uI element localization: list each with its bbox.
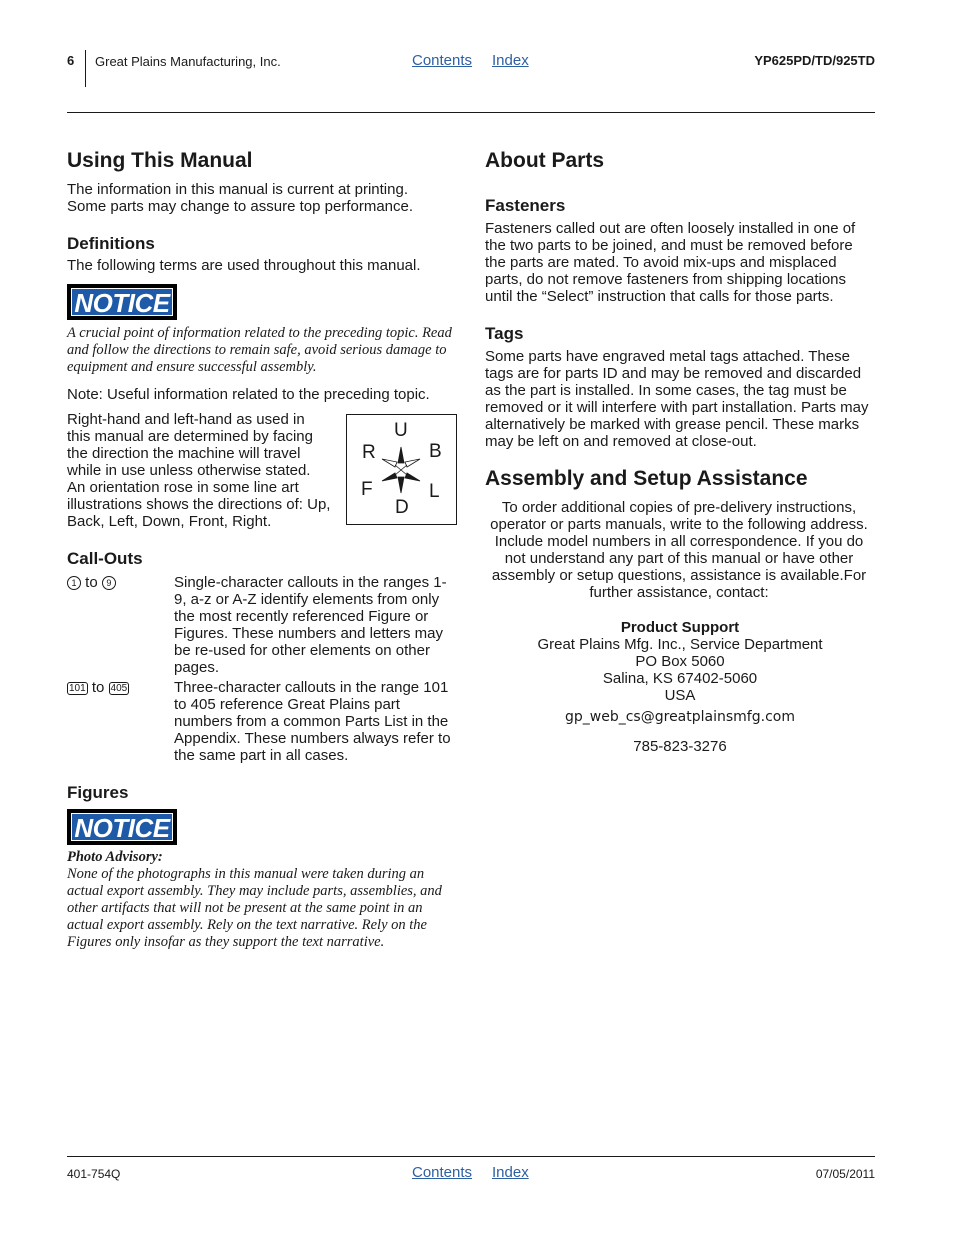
callout-key-to: to <box>91 679 105 696</box>
fasteners-heading: Fasteners <box>485 196 566 215</box>
page-number: 6 <box>67 53 75 68</box>
assistance-heading: Assembly and Setup Assistance <box>485 467 808 490</box>
address-block <box>485 636 875 704</box>
address-line: PO Box 5060 <box>635 653 725 670</box>
address-line: Salina, KS 67402-5060 <box>602 670 758 687</box>
definitions-text: The following terms are used throughout this manual. <box>67 257 421 274</box>
rose-back-label: B <box>429 441 442 462</box>
footer-rule <box>67 1156 875 1157</box>
footer-index-link[interactable]: Index <box>492 1164 529 1181</box>
rose-front-label: F <box>361 479 373 500</box>
notice-text: A crucial point of information related to the preceding topic. Read and follow the directions to remain safe, avoid serious damage to equipment and ensure successful assembly. <box>67 325 452 375</box>
about-parts-heading: About Parts <box>485 149 605 172</box>
notice-badge <box>67 284 177 320</box>
callout-key <box>67 574 116 591</box>
support-email[interactable]: gp_web_cs@greatplainsmfg.com <box>565 709 795 725</box>
callouts-heading: Call-Outs <box>67 549 143 568</box>
note-text: Note: Useful information related to the preceding topic. <box>67 386 430 403</box>
product-support-title: Product Support <box>620 619 740 636</box>
callout-key <box>67 679 129 696</box>
tags-text: Some parts have engraved metal tags attached. These tags are for parts ID and may be removed and discarded as the part is installed. In some cases, the tag must be removed or it will interfere with part installation. Parts may alternatively be marked with grease pencil. These marks may be left on and removed at close-out. <box>485 348 869 450</box>
callout-description: Single-character callouts in the ranges 1-9, a-z or A-Z identify elements from only the most recently referenced Figure or Figures. These numbers and letters may be re-used for other elements on other pages. <box>174 574 447 676</box>
document-number: 401-754Q <box>67 1167 121 1181</box>
footer-contents-link[interactable]: Contents <box>412 1164 473 1181</box>
callout-end-marker: 405 <box>110 683 128 694</box>
callout-start-marker: 1 <box>67 576 81 590</box>
orientation-rose <box>346 414 457 525</box>
address-line: USA <box>664 687 696 704</box>
callout-start-marker: 101 <box>69 683 86 694</box>
support-phone: 785-823-3276 <box>633 738 727 755</box>
callout-key-to: to <box>85 574 98 591</box>
notice-badge-figures <box>67 809 177 845</box>
using-manual-heading: Using This Manual <box>67 149 253 172</box>
callout-end-marker: 9 <box>102 576 116 590</box>
definitions-heading: Definitions <box>67 234 155 253</box>
callout-description: Three-character callouts in the range 101 to 405 reference Great Plains part numbers from a common Parts List in the Appendix. These numbers always refer to the same part in all cases. <box>174 679 451 764</box>
notice-label: NOTICE <box>71 813 173 841</box>
rose-left-label: L <box>429 481 440 502</box>
fasteners-text: Fasteners called out are often loosely installed in one of the two parts to be joined, and must be removed before the parts are mated. To avoid mix-ups and misplaced parts, do not remove fasteners from shipping locations until the “Select” instruction that calls for those parts. <box>485 220 856 305</box>
figures-heading: Figures <box>67 783 129 802</box>
photo-advisory-title: Photo Advisory: <box>67 849 163 865</box>
model-number: YP625PD/TD/925TD <box>754 53 875 68</box>
header-rule <box>67 112 875 113</box>
assistance-text: To order additional copies of pre-delivery instructions, operator or parts manuals, write to the following address. Include model numbers in all correspondence. If you do not understand any part of this manual or have other assembly or setup questions, assistance is available.For further assistance, contact: <box>490 499 868 601</box>
tags-heading: Tags <box>485 324 524 343</box>
rose-up-label: U <box>394 420 408 441</box>
footer-date: 07/05/2011 <box>815 1167 875 1181</box>
company-name: Great Plains Manufacturing, Inc. <box>95 54 281 69</box>
header-index-link[interactable]: Index <box>492 52 529 69</box>
rose-right-label: R <box>362 442 376 463</box>
using-manual-text: The information in this manual is current at printing. Some parts may change to assure top performance. <box>67 181 414 215</box>
orientation-text: Right-hand and left-hand as used in this manual are determined by facing the direction the machine will travel while in use unless otherwise stated. An orientation rose in some line art illustrations shows the directions of: Up, Back, Left, Down, Front, Right. <box>67 411 331 530</box>
rose-down-label: D <box>395 497 409 518</box>
address-line: Great Plains Mfg. Inc., Service Department <box>537 636 823 653</box>
header-divider <box>85 50 86 87</box>
photo-advisory-text: None of the photographs in this manual were taken during an actual export assembly. They may include parts, assemblies, and other artifacts that will not be present at the same point in an actual export assembly. Rely on the text narrative. Rely on the Figures only insofar as they support the text narrative. <box>67 866 442 950</box>
notice-label: NOTICE <box>71 288 173 316</box>
header-contents-link[interactable]: Contents <box>412 52 473 69</box>
